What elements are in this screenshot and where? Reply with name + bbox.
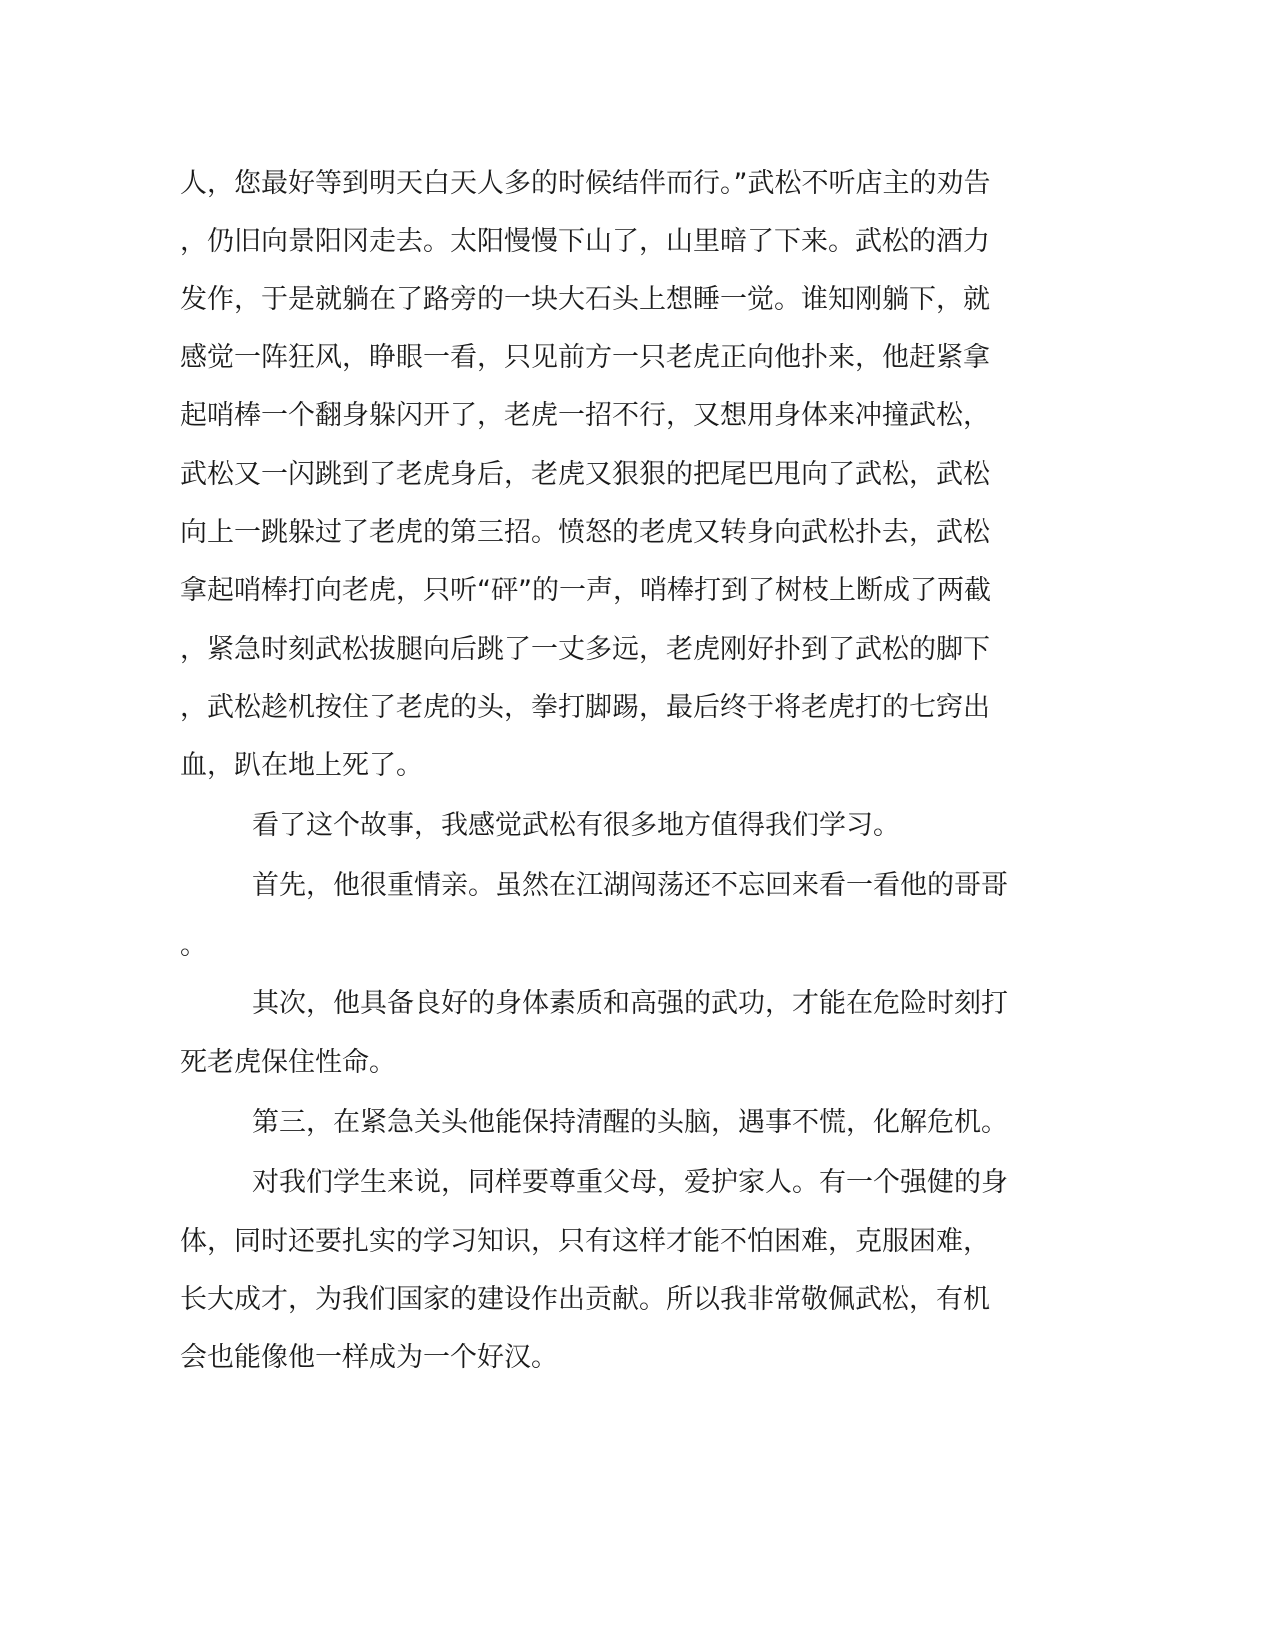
text-line: ，紧急时刻武松拔腿向后跳了一丈多远，老虎刚好扑到了武松的脚下 xyxy=(180,634,990,665)
text-line: 感觉一阵狂风，睁眼一看，只见前方一只老虎正向他扑来，他赶紧拿 xyxy=(180,342,990,373)
text-line: 会也能像他一样成为一个好汉。 xyxy=(180,1342,558,1373)
text-line: 向上一跳躲过了老虎的第三招。愤怒的老虎又转身向武松扑去，武松 xyxy=(180,517,990,548)
text-line: 血，趴在地上死了。 xyxy=(180,750,423,781)
text-line: ，武松趁机按住了老虎的头，拳打脚踢，最后终于将老虎打的七窍出 xyxy=(180,692,990,723)
text-line: 发作，于是就躺在了路旁的一块大石头上想睡一觉。谁知刚躺下，就 xyxy=(180,284,990,315)
text-line: 。 xyxy=(180,930,207,961)
paragraph-line: 第三，在紧急关头他能保持清醒的头脑，遇事不慌，化解危机。 xyxy=(252,1107,1008,1138)
text-line: 体，同时还要扎实的学习知识，只有这样才能不怕困难，克服困难， xyxy=(180,1226,990,1257)
text-line: 武松又一闪跳到了老虎身后，老虎又狠狠的把尾巴甩向了武松，武松 xyxy=(180,459,990,490)
text-line: 死老虎保住性命。 xyxy=(180,1047,396,1078)
text-line: ，仍旧向景阳冈走去。太阳慢慢下山了，山里暗了下来。武松的酒力 xyxy=(180,226,990,257)
text-line: 长大成才，为我们国家的建设作出贡献。所以我非常敬佩武松，有机 xyxy=(180,1284,990,1315)
paragraph-line: 首先，他很重情亲。虽然在江湖闯荡还不忘回来看一看他的哥哥 xyxy=(252,870,1008,901)
paragraph-line: 其次，他具备良好的身体素质和高强的武功，才能在危险时刻打 xyxy=(252,988,1008,1019)
text-line: 人，您最好等到明天白天人多的时候结伴而行。”武松不听店主的劝告 xyxy=(180,168,991,199)
text-line: 拿起哨棒打向老虎，只听“砰”的一声，哨棒打到了树枝上断成了两截 xyxy=(180,575,991,606)
paragraph-line: 对我们学生来说，同样要尊重父母，爱护家人。有一个强健的身 xyxy=(252,1167,1008,1198)
paragraph-line: 看了这个故事，我感觉武松有很多地方值得我们学习。 xyxy=(252,810,900,841)
text-line: 起哨棒一个翻身躲闪开了，老虎一招不行，又想用身体来冲撞武松， xyxy=(180,400,990,431)
